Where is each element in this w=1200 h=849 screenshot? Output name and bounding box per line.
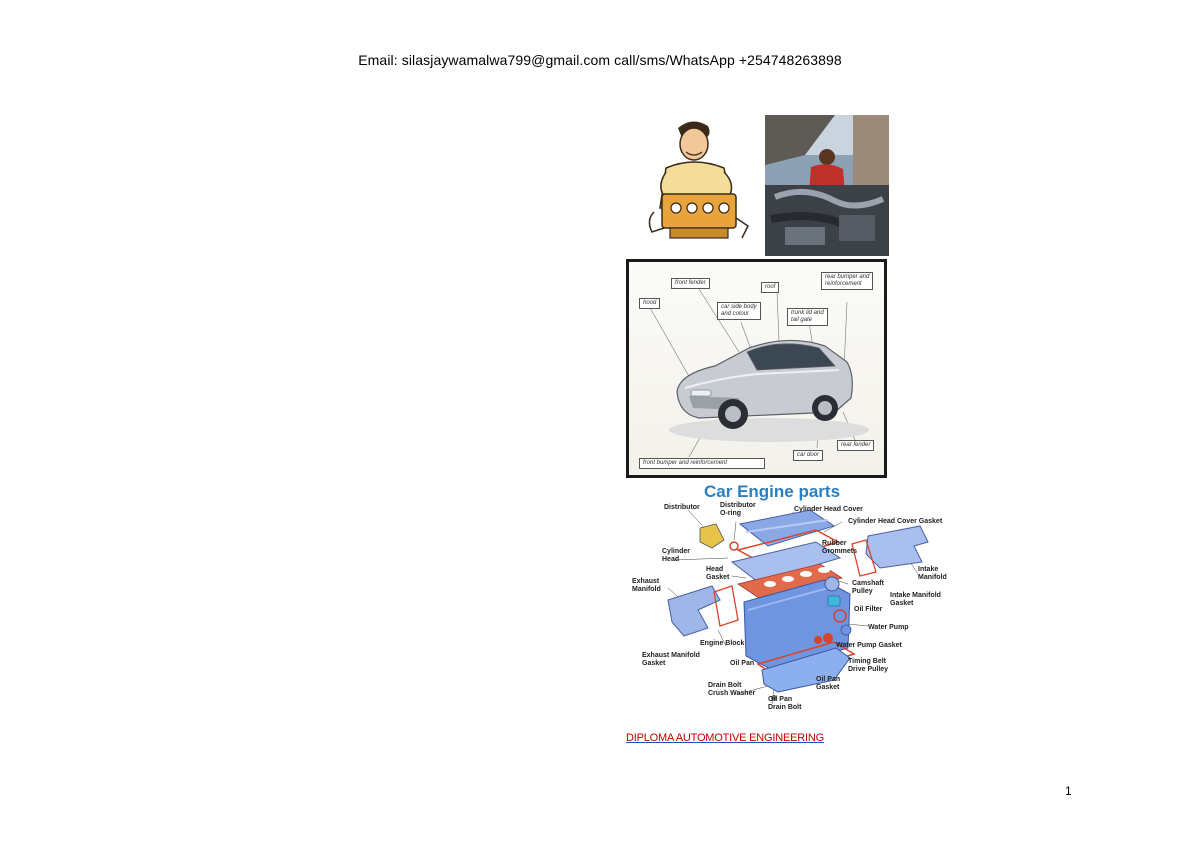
car-label-front-fender: front fender [671, 278, 710, 289]
car-label-hood: hood [639, 298, 660, 309]
car-label-car-side-body: car side body and colour [717, 302, 761, 320]
engine-label-oil-pan: Oil Pan [730, 660, 755, 667]
car-label-rear-bumper: rear bumper and reinforcement [821, 272, 873, 290]
page-number: 1 [1065, 784, 1072, 798]
engine-label-oil-pan-drain-bolt: Oil Pan Drain Bolt [768, 696, 802, 711]
car-label-car-door: car door [793, 450, 823, 461]
car-engine-parts-diagram [628, 480, 956, 718]
engine-label-intake-manifold-gasket: Intake Manifold Gasket [890, 592, 941, 607]
engine-label-water-pump: Water Pump [868, 624, 909, 631]
car-label-trunk-lid: trunk lid and tail gate [787, 308, 828, 326]
engine-label-drain-bolt-crush-washer: Drain Bolt Crush Washer [708, 682, 756, 697]
engine-label-cylinder-head: Cylinder Head [662, 548, 691, 563]
engine-diagram-title: Car Engine parts [704, 482, 841, 501]
engine-label-cylinder-head-cover-gasket: Cylinder Head Cover Gasket [848, 518, 943, 525]
car-label-front-bumper: front bumper and reinforcement [639, 458, 765, 469]
contact-header: Email: silasjaywamalwa799@gmail.com call/sms/WhatsApp +254748263898 [358, 52, 842, 68]
engine-label-rubber-grommets: Rubber Grommets [822, 540, 858, 555]
engine-label-timing-belt-drive-pulley: Timing Belt Drive Pulley [848, 658, 889, 673]
engine-label-cylinder-head-cover: Cylinder Head Cover [794, 506, 863, 513]
engine-label-intake-manifold: Intake Manifold [918, 566, 947, 581]
course-title: DIPLOMA AUTOMOTIVE ENGINEERING [626, 732, 824, 744]
engine-label-exhaust-manifold: Exhaust Manifold [632, 578, 661, 593]
engine-label-distributor: Distributor [664, 504, 700, 511]
engine-label-head-gasket: Head Gasket [706, 566, 730, 581]
mechanic-photo-image [765, 115, 889, 256]
engine-label-oil-filter: Oil Filter [854, 606, 883, 613]
engine-label-water-pump-gasket: Water Pump Gasket [836, 642, 902, 649]
engine-label-camshaft-pulley: Camshaft Pulley [852, 580, 884, 595]
car-label-roof: roof [761, 282, 779, 293]
engine-label-distributor-oring: Distributor O-ring [720, 502, 756, 517]
engine-label-exhaust-manifold-gasket: Exhaust Manifold Gasket [642, 652, 700, 667]
engine-label-engine-block: Engine Block [700, 640, 745, 647]
car-body-parts-diagram [626, 259, 887, 478]
car-label-rear-fender: rear fender [837, 440, 874, 451]
mechanic-clipart-image [640, 116, 756, 244]
engine-label-oil-pan-gasket: Oil Pan Gasket [816, 676, 841, 691]
